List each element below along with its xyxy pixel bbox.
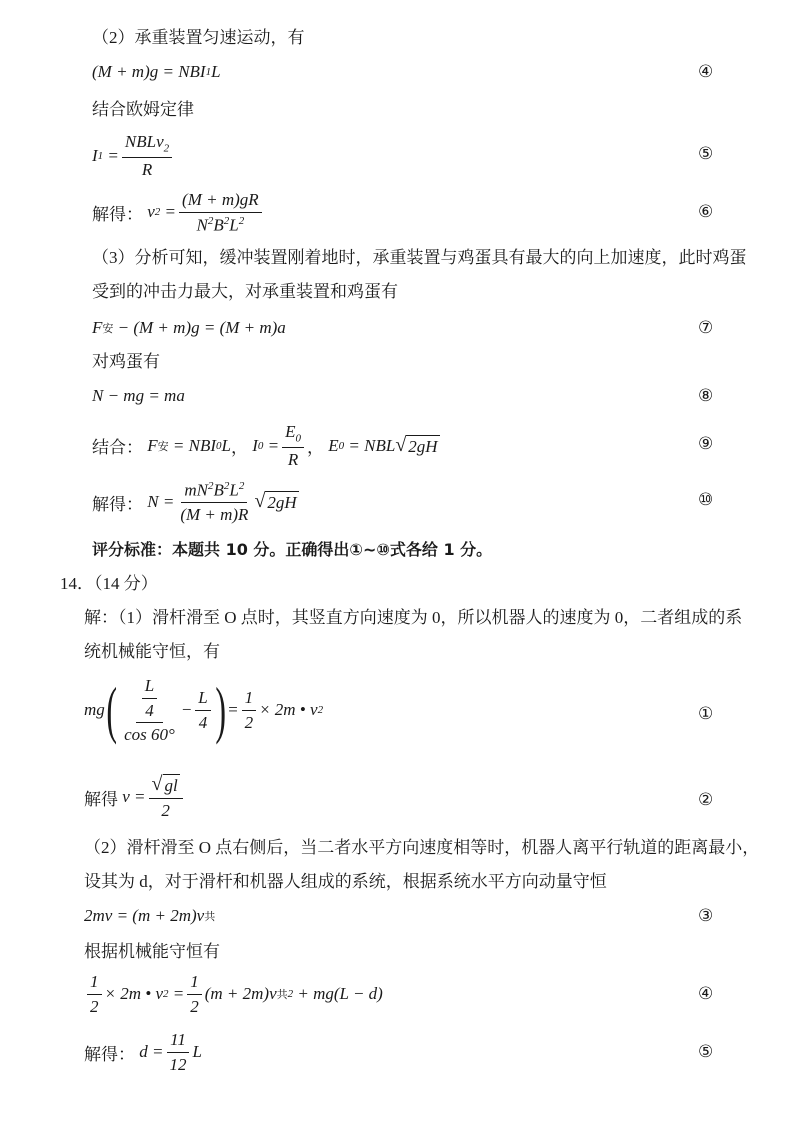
- section2-heading: （2）承重装置匀速运动，有: [92, 28, 305, 47]
- q14-part2-line2: 设其为 d，对于滑杆和机器人组成的系统，根据系统水平方向动量守恒: [84, 872, 607, 891]
- equation-6: 解得： v 2 = $\frac{(M + m)gR}{N^2B^2L^2}$: [92, 190, 265, 235]
- section3-line1: （3）分析可知，缓冲装置刚着地时，承重装置与鸡蛋具有最大的向上加速度，此时鸡蛋: [92, 248, 747, 267]
- jiede-v-label: 解得: [84, 789, 118, 809]
- q14-line2: 统机械能守恒，有: [84, 642, 220, 661]
- q14-equation-2: 解得 v = √ gl 2: [84, 774, 186, 820]
- equation-7: F 安 − (M + m)g = (M + m)a: [92, 318, 286, 337]
- section3-line2: 受到的冲击力最大，对承重装置和鸡蛋有: [92, 282, 398, 301]
- q14-mark-4: ④: [698, 984, 714, 1003]
- mark-6: ⑥: [698, 202, 714, 221]
- mark-7: ⑦: [698, 318, 714, 337]
- equation-9: 结合： F 安 = NBI 0 L ， I 0 = $\frac{E_0}{R}$ ， E 0 = NBL √ 2gH: [92, 422, 438, 470]
- mark-9: ⑨: [698, 434, 714, 453]
- q14-equation-3: 2mv = (m + 2m)v 共: [84, 906, 216, 925]
- equation-10: 解得： N = $\frac{mN^2B^2L^2}{(M + m)R}$ √ 2gH: [92, 480, 297, 525]
- q14-mark-1: ①: [698, 704, 714, 723]
- mark-8: ⑧: [698, 386, 714, 405]
- q14-equation-5: 解得： d = $\frac{11}{12}$ L: [84, 1030, 202, 1074]
- equation-5: I 1 = $\frac{NBLv_2}{R}$: [92, 132, 175, 180]
- q14-mark-3: ③: [698, 906, 714, 925]
- mark-5: ⑤: [698, 144, 714, 163]
- q14-header: 14．（14 分）: [60, 574, 158, 593]
- q14-part2-line1: （2）滑杆滑至 O 点右侧后，当二者水平方向速度相等时，机器人离平行轨道的距离最小，: [84, 838, 760, 857]
- q14-equation-4: $\frac{1}{2}$ × 2m • v 2 = $\frac{1}{2}$ (m + 2m)v 共 2 + mg(L − d): [84, 972, 383, 1016]
- jiede-label-1: 解得：: [92, 204, 143, 224]
- ohm-law-label: 结合欧姆定律: [92, 100, 194, 119]
- q14-mark-2: ②: [698, 790, 714, 809]
- q14-line1: 解：（1）滑杆滑至 O 点时，其竖直方向速度为 0，所以机器人的速度为 0，二者组成的系: [84, 608, 743, 627]
- scoring-note: 评分标准：本题共 10 分。正确得出①~⑩式各给 1 分。: [92, 540, 493, 559]
- mark-4: ④: [698, 62, 714, 81]
- q14-mark-5: ⑤: [698, 1042, 714, 1061]
- jiede-d-label: 解得：: [84, 1044, 135, 1064]
- q14-equation-1: mg ( $\frac{\frac{L}{4}}{\cos 60^\circ}$ − $\frac{L}{4}$ ) = $\frac{1}{2}$ × 2m • v 2: [84, 674, 324, 746]
- egg-label: 对鸡蛋有: [92, 352, 160, 371]
- equation-8: N − mg = ma: [92, 386, 185, 405]
- jiede-label-2: 解得：: [92, 494, 143, 514]
- mark-10: ⑩: [698, 490, 714, 509]
- energy-label: 根据机械能守恒有: [84, 942, 220, 961]
- equation-4: (M + m)g = NBI 1 L: [92, 62, 221, 81]
- combine-label: 结合：: [92, 438, 143, 458]
